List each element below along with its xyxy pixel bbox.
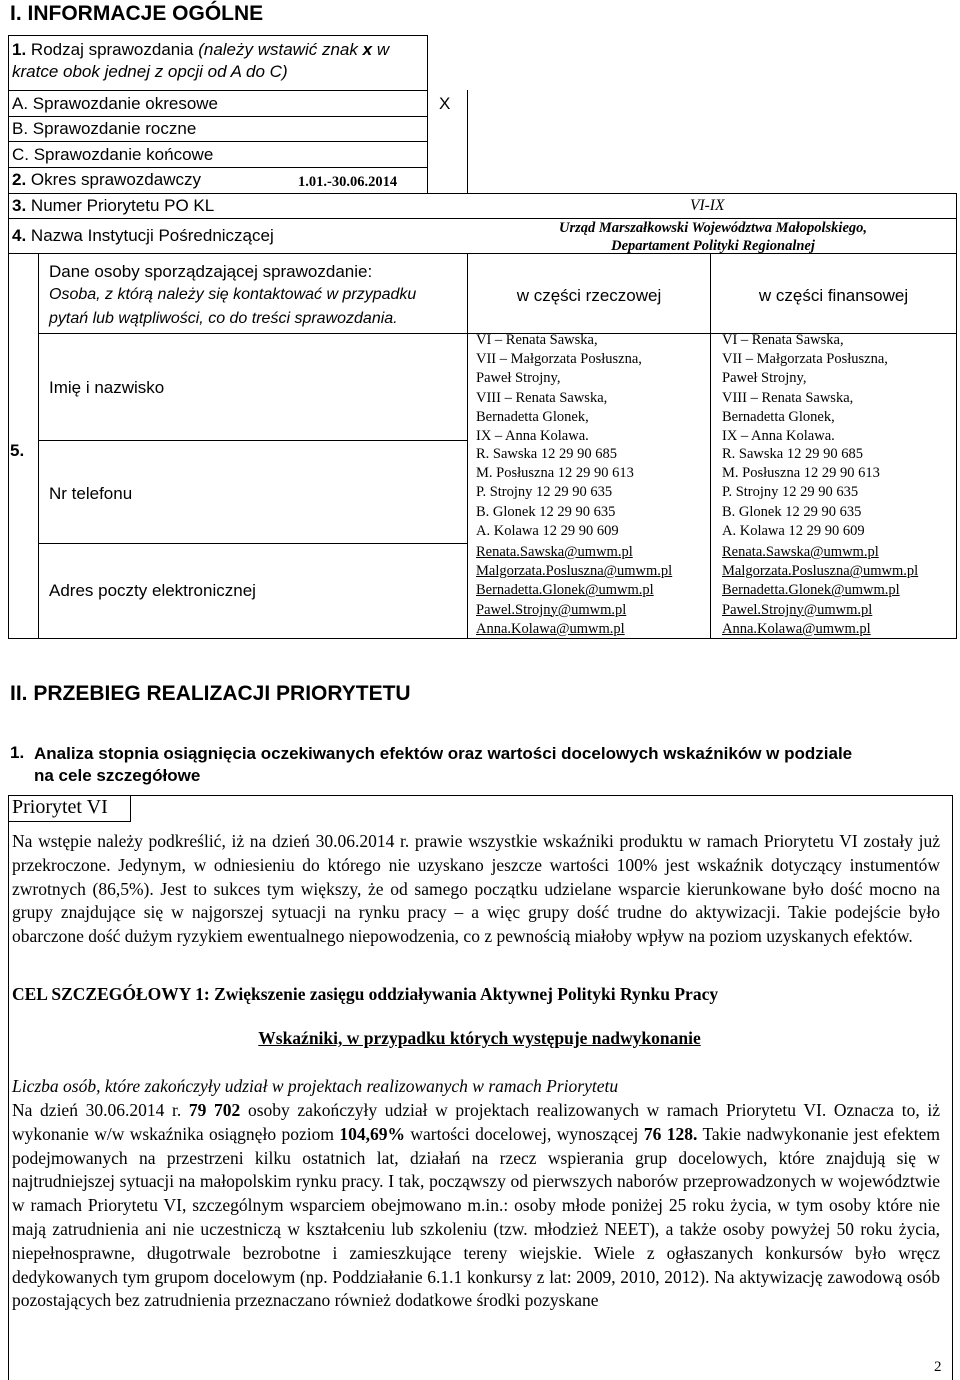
table-line: [8, 141, 427, 142]
contact-name: Bernadetta Glonek,: [476, 408, 589, 425]
contact-emails-rzeczowa: [476, 543, 672, 639]
contact-name: VII – Małgorzata Posłuszna,: [476, 351, 642, 368]
contact-phone: M. Posłuszna 12 29 90 613: [722, 465, 880, 482]
table-line: [710, 253, 711, 639]
table-line: [8, 35, 9, 639]
contact-name: Bernadetta Glonek,: [722, 408, 835, 425]
point-1-heading: Analiza stopnia osiągnięcia oczekiwanych efektów oraz wartości docelowych wskaźników w podziale na cele szczegółowe: [34, 744, 853, 785]
contact-phone: R. Sawska 12 29 90 685: [722, 446, 863, 462]
contact-phones-rzeczowa: [476, 445, 634, 541]
contact-name: VIII – Renata Sawska,: [722, 389, 854, 406]
contact-name: VIII – Renata Sawska,: [476, 389, 608, 406]
indicators-title: Wskaźniki, w przypadku których występuje nadwykonanie: [258, 1028, 701, 1048]
contact-name: Paweł Strojny,: [722, 370, 807, 387]
table-line: [8, 193, 957, 194]
priority-number-value: VI-IX: [690, 197, 725, 214]
name-label: Imię i nazwisko: [49, 378, 165, 397]
email-label: Adres poczty elektronicznej: [49, 581, 256, 600]
contact-person-header: Dane osoby sporządzającej sprawozdanie:: [49, 262, 373, 281]
contact-phone: B. Glonek 12 29 90 635: [722, 503, 862, 520]
contact-names-finansowa: [722, 331, 888, 446]
contact-phones-finansowa: [722, 445, 880, 541]
table-line: [427, 35, 428, 193]
contact-name: IX – Anna Kolawa.: [722, 428, 835, 445]
box-title-divider: [130, 795, 131, 822]
option-c-checkbox[interactable]: [428, 142, 466, 166]
table-line: [467, 90, 468, 193]
email-link[interactable]: Pawel.Strojny@umwm.pl: [476, 601, 627, 618]
specific-goal-title: CEL SZCZEGÓŁOWY 1: Zwiększenie zasięgu oddziaływania Aktywnej Polityki Rynku Pracy: [12, 984, 719, 1004]
email-link[interactable]: Malgorzata.Posluszna@umwm.pl: [476, 563, 673, 580]
table-line: [467, 253, 468, 639]
table-line: [38, 543, 468, 544]
contact-emails-finansowa: [722, 543, 918, 639]
email-link[interactable]: Renata.Sawska@umwm.pl: [476, 544, 633, 560]
contact-phone: M. Posłuszna 12 29 90 613: [476, 465, 634, 482]
reporting-period-label: 2. Okres sprawozdawczy: [12, 170, 201, 189]
contact-name: VI – Renata Sawska,: [722, 332, 844, 348]
table-line: [956, 193, 957, 639]
contact-name: VII – Małgorzata Posłuszna,: [722, 351, 888, 368]
report-type-question-cont: kratce obok jednej z opcji od A do C): [12, 62, 288, 81]
email-link[interactable]: Anna.Kolawa@umwm.pl: [476, 620, 625, 637]
contact-phone: A. Kolawa 12 29 90 609: [722, 522, 865, 539]
contact-person-note-1: Osoba, z którą należy się kontaktować w przypadku: [49, 286, 417, 303]
option-b-checkbox[interactable]: [428, 117, 466, 140]
page-number: 2: [934, 1359, 942, 1375]
phone-label: Nr telefonu: [49, 484, 133, 503]
email-link[interactable]: Renata.Sawska@umwm.pl: [722, 544, 879, 560]
indicator-paragraph: Na dzień 30.06.2014 r. 79 702 osoby zakończyły udział w projektach realizowanych w ramach Priorytetu VI. Oznacza to, iż wykonanie w/w wskaźnika osiągnęło poziom 104,69% wartości docelowej, wynoszącej 76 128. Takie nadwykonanie jest efektem podejmowanych na przestrzeni kilku ostatnich lat, działań na rzecz wspierania grup docelowych, które znajdują się w najtrudniejszej sytuacji na małopolskim rynku pracy. I tak, począwszy od pierwszych naborów przeprowadzonych w województwie w ramach Priorytetu VI, szczególnym wsparciem obejmowano m.in.: osoby młode poniżej 25 roku życia, w tym osoby które nie mają zatrudnienia ani nie uczestniczą w kształceniu lub szkoleniu (tzw. młodzież NEET), a także osoby powyżej 50 roku życia, niepełnosprawne, długotrwale bezrobotne i zamieszkujące tereny wiejskie. Wiele z ogłaszanych konkursów było wręcz dedykowanych tym grupom docelowym (np. Poddziałanie 6.1.1 konkursy z lat: 2009, 2010, 2012). Na aktywizację zawodową osób pozostających bez zatrudnienia przeznaczano również dodatkowe środki pozyskane: [12, 1100, 940, 1311]
col-header-rzeczowa: w części rzeczowej: [516, 286, 662, 305]
contact-phone: P. Strojny 12 29 90 635: [722, 484, 859, 501]
table-line: [8, 116, 427, 117]
contact-phone: R. Sawska 12 29 90 685: [476, 446, 617, 462]
priority-number-label: 3. Numer Priorytetu PO KL: [12, 196, 215, 215]
reporting-period-value: 1.01.-30.06.2014: [298, 174, 398, 190]
option-c-label: C. Sprawozdanie końcowe: [12, 145, 214, 164]
table-line: [38, 440, 468, 441]
contact-phone: B. Glonek 12 29 90 635: [476, 503, 616, 520]
email-link[interactable]: Pawel.Strojny@umwm.pl: [722, 601, 873, 618]
box-title: Priorytet VI: [12, 796, 108, 818]
contact-name: Paweł Strojny,: [476, 370, 561, 387]
col-header-finansowa: w części finansowej: [758, 286, 909, 305]
table-line: [8, 167, 427, 168]
option-b-label: B. Sprawozdanie roczne: [12, 119, 197, 138]
table-line: [38, 253, 39, 639]
intro-paragraph: Na wstępie należy podkreślić, iż na dzień 30.06.2014 r. prawie wszystkie wskaźniki produktu w ramach Priorytetu VI zostały już przekroczone. Jedynym, w odniesieniu do którego nie uzyskano jeszcze wartości 100% jest wskaźnik dotyczący instumentów zwrotnych (86,5%). Jest to sukces tym większy, że od samego początku udzielane wsparcie kierunkowane było dość mocno na grupy znajdujące się w najgorszej sytuacji na rynku pracy – a więc grupy dość trudne do aktywizacji. Takie podejście było obarczone dość dużym ryzykiem ewentualnego niepowodzenia, co z pewnością miałoby wpływ na poziom uzyskanych efektów.: [12, 831, 940, 947]
table-line: [8, 90, 427, 91]
contact-person-note-2: pytań lub wątpliwości, co do treści sprawozdania.: [49, 310, 398, 327]
contact-name: VI – Renata Sawska,: [476, 332, 598, 348]
institution-name-label: 4. Nazwa Instytucji Pośredniczącej: [12, 226, 274, 245]
section-1-title: I. INFORMACJE OGÓLNE: [10, 2, 264, 25]
contact-names-rzeczowa: [476, 331, 642, 446]
row-5-number: 5.: [10, 441, 25, 460]
email-link[interactable]: Bernadetta.Glonek@umwm.pl: [722, 582, 900, 599]
contact-name: IX – Anna Kolawa.: [476, 428, 589, 445]
email-link[interactable]: Malgorzata.Posluszna@umwm.pl: [722, 563, 919, 580]
email-link[interactable]: Anna.Kolawa@umwm.pl: [722, 620, 871, 637]
indicator-title: Liczba osób, które zakończyły udział w projektach realizowanych w ramach Priorytetu: [12, 1076, 619, 1096]
institution-name-value: Urząd Marszałkowski Województwa Małopolskiego, Departament Polityki Regionalnej: [558, 220, 868, 254]
option-a-label: A. Sprawozdanie okresowe: [12, 94, 219, 113]
report-type-question: 1. Rodzaj sprawozdania (należy wstawić znak x w: [12, 40, 390, 59]
contact-phone: P. Strojny 12 29 90 635: [476, 484, 613, 501]
email-link[interactable]: Bernadetta.Glonek@umwm.pl: [476, 582, 654, 599]
table-line: [8, 35, 427, 36]
box-title-underline: [8, 821, 130, 822]
section-2-title: II. PRZEBIEG REALIZACJI PRIORYTETU: [10, 682, 411, 705]
option-a-checkbox[interactable]: X: [439, 94, 451, 113]
contact-phone: A. Kolawa 12 29 90 609: [476, 522, 619, 539]
point-1-number: 1.: [10, 743, 25, 762]
